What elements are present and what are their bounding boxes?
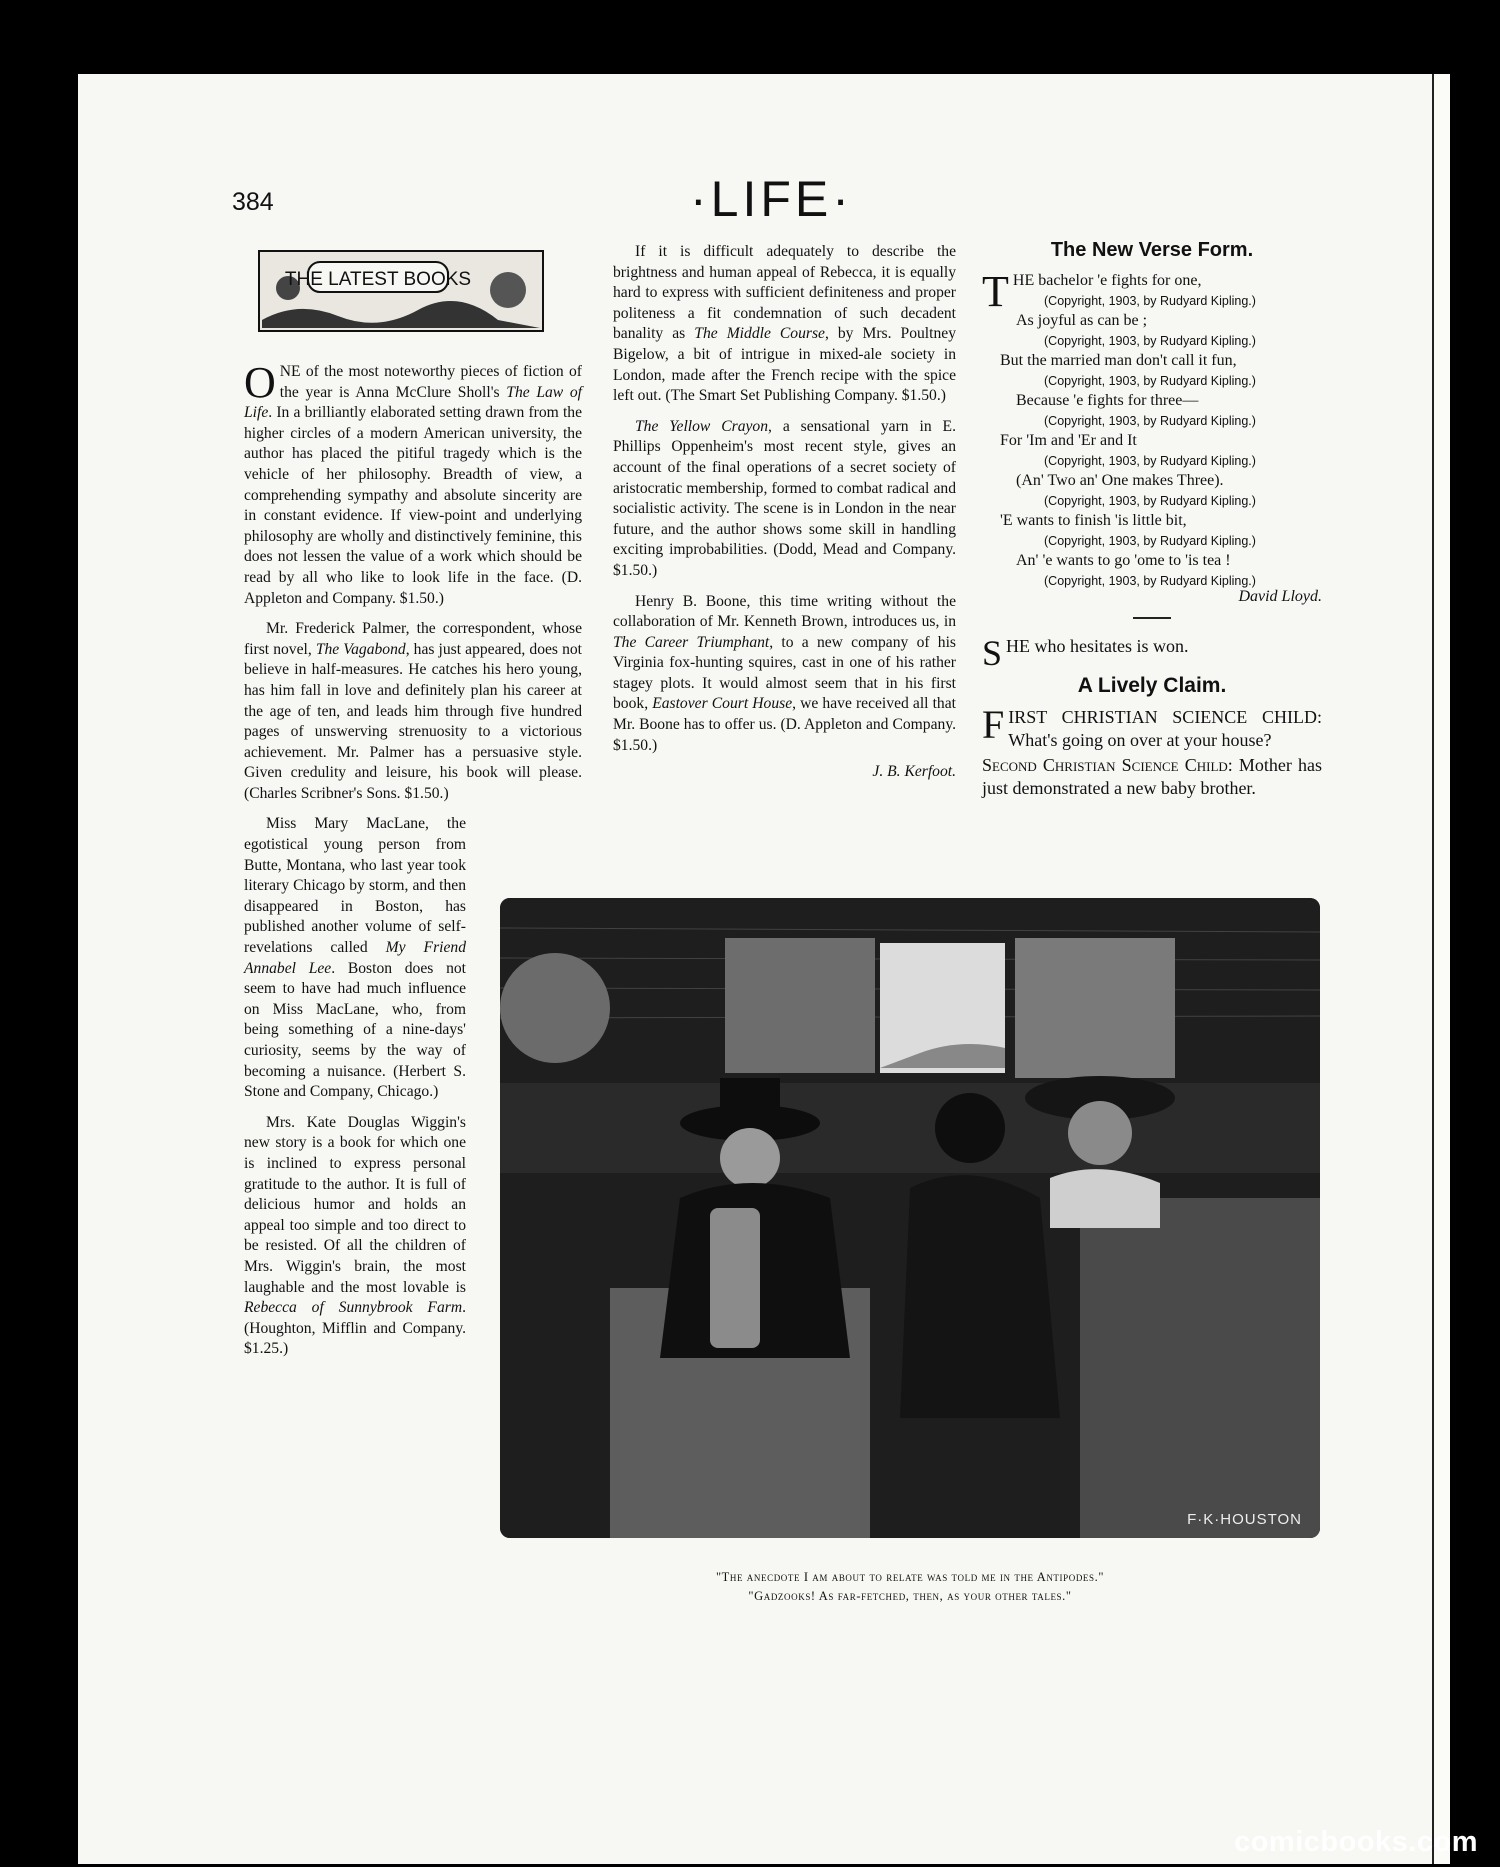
book-title: The Middle Course [694, 325, 825, 343]
claim-line-1: FIRST CHRISTIAN SCIENCE CHILD: What's going on over at your house? [982, 702, 1322, 751]
divider [1133, 617, 1171, 619]
review-middle-course: If it is difficult adequately to describe the brightness and human appeal of Rebecca, it is equally hard to express with sufficient definiteness and proper politeness a fit condemnation of such decadent banality as The Middle Course, by Mrs. Poultney Bigelow, a bit of intrigue in mixed-ale society in London, made after the French recipe with the spice left out. (The Smart Set Publishing Company. $1.50.) [613, 243, 956, 405]
copyright-note: (Copyright, 1903, by Rudyard Kipling.) [1044, 533, 1256, 548]
verse-line: For 'Im and 'Er and It [1000, 431, 1137, 449]
book-title: My Friend Annabel Lee [244, 939, 466, 977]
drop-cap: T [982, 266, 1009, 316]
masthead: ·LIFE· [690, 171, 853, 227]
narrow-column [244, 814, 466, 1359]
drop-cap: F [982, 702, 1005, 748]
book-title: The Yellow Crayon [635, 417, 769, 435]
copyright-note: (Copyright, 1903, by Rudyard Kipling.) [1044, 413, 1256, 428]
claim-dialogue [982, 702, 1322, 800]
book-title: The Law of Life [244, 383, 582, 422]
verse-line: But the married man don't call it fun, [1000, 351, 1237, 369]
banner-title: THE LATEST BOOKS [284, 269, 472, 290]
verse-title: The New Verse Form. [1050, 239, 1254, 261]
copyright-note: (Copyright, 1903, by Rudyard Kipling.) [1044, 453, 1256, 468]
latest-books-banner [258, 250, 544, 332]
verse-signature: David Lloyd. [1238, 587, 1322, 605]
tavern-illustration [500, 898, 1320, 1538]
reviewer-signature: J. B. Kerfoot. [872, 763, 956, 781]
column-middle [613, 242, 956, 783]
page-number: 384 [232, 188, 274, 216]
review-rebecca: Mrs. Kate Douglas Wiggin's new story is a book for which one is inclined to express personal gratitude to the author. It is full of delicious humor and holds an appeal too simple and too direct to be resisted. Of all the children of Mrs. Wiggin's brain, the most laughable and the most lovable is Rebecca of Sunnybrook Farm. (Houghton, Mifflin and Company. $1.25.) [244, 1113, 466, 1358]
copyright-note: (Copyright, 1903, by Rudyard Kipling.) [1044, 333, 1256, 348]
illustration-caption [520, 1568, 1300, 1606]
claim-title: A Lively Claim. [1077, 673, 1227, 697]
copyright-note: (Copyright, 1903, by Rudyard Kipling.) [1044, 493, 1256, 508]
page-gutter [1432, 74, 1450, 1864]
book-title: The Career Triumphant [613, 633, 770, 651]
review-career-triumphant: Henry B. Boone, this time writing without the collaboration of Mr. Kenneth Brown, introduces us, in The Career Triumphant, to a new company of his Virginia fox-hunting squires, cast in one of his rather stagey plots. It would almost seem that in his first book, Eastover Court House, we have received all that Mr. Boone has to offer us. (D. Appleton and Company. $1.50.) [613, 592, 956, 754]
quip: SHE who hesitates is won. [982, 632, 1189, 673]
review-yellow-crayon: The Yellow Crayon, a sensational yarn in E. Phillips Oppenheim's most recent style, gives an account of the final operations of a secret society of aristocratic membership, formed to combat radical and socialistic activity. The scene is in London in the near future, and the author shows some skill in handling exciting improbabilities. (Dodd, Mead and Company. $1.50.) [613, 417, 956, 579]
book-title: Rebecca of Sunnybrook Farm [244, 1299, 463, 1317]
drop-cap: S [982, 632, 1003, 673]
verse-line: 'E wants to finish 'is little bit, [1000, 511, 1187, 529]
artist-signature: F·K·HOUSTON [1187, 1511, 1302, 1528]
review-annabel-lee: Miss Mary MacLane, the egotistical young person from Butte, Montana, who last year took literary Chicago by storm, and then disappeared in Boston, has published another volume of self-revelations called My Friend Annabel Lee. Boston does not seem to have had much influence on Miss MacLane, who, from being something of a nine-days' curiosity, seems by the way of becoming a nuisance. (Herbert S. Stone and Company, Chicago.) [244, 815, 466, 1101]
copyright-note: (Copyright, 1903, by Rudyard Kipling.) [1044, 373, 1256, 388]
review-vagabond: Mr. Frederick Palmer, the correspondent, whose first novel, The Vagabond, has just appeared, does not believe in half-measures. He catches his hero young, has him fall in love and definitely plan his career at the age of ten, and leads him through five hundred pages of unswerving strenuosity to a victorious achievement. Mr. Palmer has a persuasive style. Given credulity and leisure, his book will please. (Charles Scribner's Sons. $1.50.) [244, 620, 582, 802]
verse-line: Because 'e fights for three— [1016, 391, 1199, 409]
watermark: comicbooks.com [1234, 1826, 1478, 1858]
verse-line: An' 'e wants to go 'ome to 'is tea ! [1016, 551, 1231, 569]
copyright-note: (Copyright, 1903, by Rudyard Kipling.) [1044, 293, 1256, 308]
column-right [982, 240, 1322, 800]
drop-cap: O [244, 358, 276, 407]
illustration-art [500, 898, 1320, 1538]
caption-line-1: "The anecdote I am about to relate was told me in the Antipodes." [715, 1570, 1105, 1584]
claim-line-2: Second Christian Science Child: Mother has just demonstrated a new baby brother. [982, 755, 1322, 799]
review-law-of-life: ONE of the most noteworthy pieces of fiction of the year is Anna McClure Sholl's The Law of Life. In a brilliantly elaborated setting drawn from the higher circles of a modern American university, the author has placed the pitiful tragedy which is the vehicle of her philosophy. Breadth of view, a comprehending sympathy and absolute sincerity are in constant evidence. If view-point and underlying philosophy are wholly and distinctively feminine, this does not lessen the value of a work which should be read by all who like to look life in the face. (D. Appleton and Company. $1.50.) [244, 358, 582, 607]
caption-line-2: "Gadzooks! As far-fetched, then, as your other tales." [748, 1589, 1072, 1603]
verse-line: (An' Two an' One makes Three). [1016, 471, 1224, 489]
verse-poem [982, 266, 1322, 607]
copyright-note: (Copyright, 1903, by Rudyard Kipling.) [1044, 573, 1256, 588]
verse-line: As joyful as can be ; [1016, 311, 1148, 329]
book-title: The Vagabond [315, 640, 406, 658]
verse-line: THE bachelor 'e fights for one, [982, 266, 1202, 316]
book-title: Eastover Court House [652, 695, 793, 713]
